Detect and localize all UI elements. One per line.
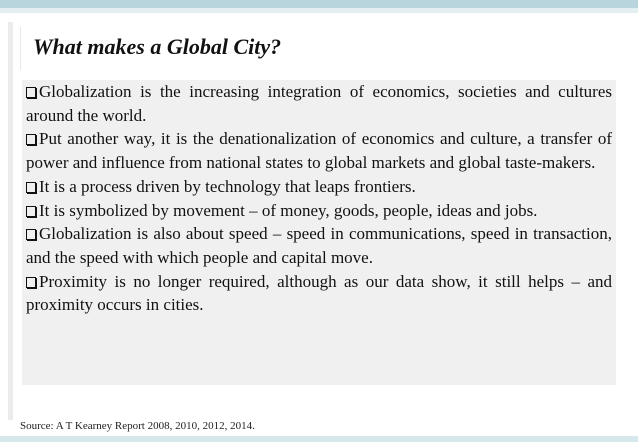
left-decorative-rule (8, 22, 13, 420)
checkbox-icon (26, 182, 36, 193)
bullet-item (26, 270, 612, 317)
bullet-text: Put another way, it is the denationalization of economics and culture, a transfer of power and influence from national states to global markets and global taste-makers. (26, 129, 612, 173)
bullet-text: Proximity is no longer required, although as our data show, it still helps – and proximity occurs in cities. (26, 271, 612, 315)
bullet-text: It is symbolized by movement – of money, goods, people, ideas and jobs. (39, 200, 538, 220)
bullet-text: Globalization is also about speed – speed in communications, speed in transaction, and the speed with which people and capital move. (26, 224, 612, 267)
checkbox-icon (26, 87, 36, 98)
checkbox-icon (26, 229, 36, 240)
top-decorative-band-light (0, 8, 638, 13)
checkbox-icon (26, 206, 36, 217)
bottom-decorative-band (0, 436, 638, 442)
checkbox-icon (26, 277, 36, 288)
bullet-item (26, 80, 612, 127)
content-box (22, 80, 616, 385)
top-decorative-band (0, 0, 638, 8)
source-citation: Source: A T Kearney Report 2008, 2010, 2012, 2014. (20, 420, 255, 432)
bullet-text: It is a process driven by technology that leaps frontiers. (39, 176, 416, 196)
slide-title: What makes a Global City? (33, 34, 282, 59)
bullet-item (26, 199, 612, 223)
bullet-text: Globalization is the increasing integration of economics, societies and cultures around the world. (26, 82, 612, 125)
title-box (20, 27, 613, 70)
bullet-list (26, 80, 612, 317)
checkbox-icon (26, 134, 36, 145)
bullet-item (26, 222, 612, 269)
bullet-item (26, 175, 612, 199)
bullet-item (26, 127, 612, 174)
